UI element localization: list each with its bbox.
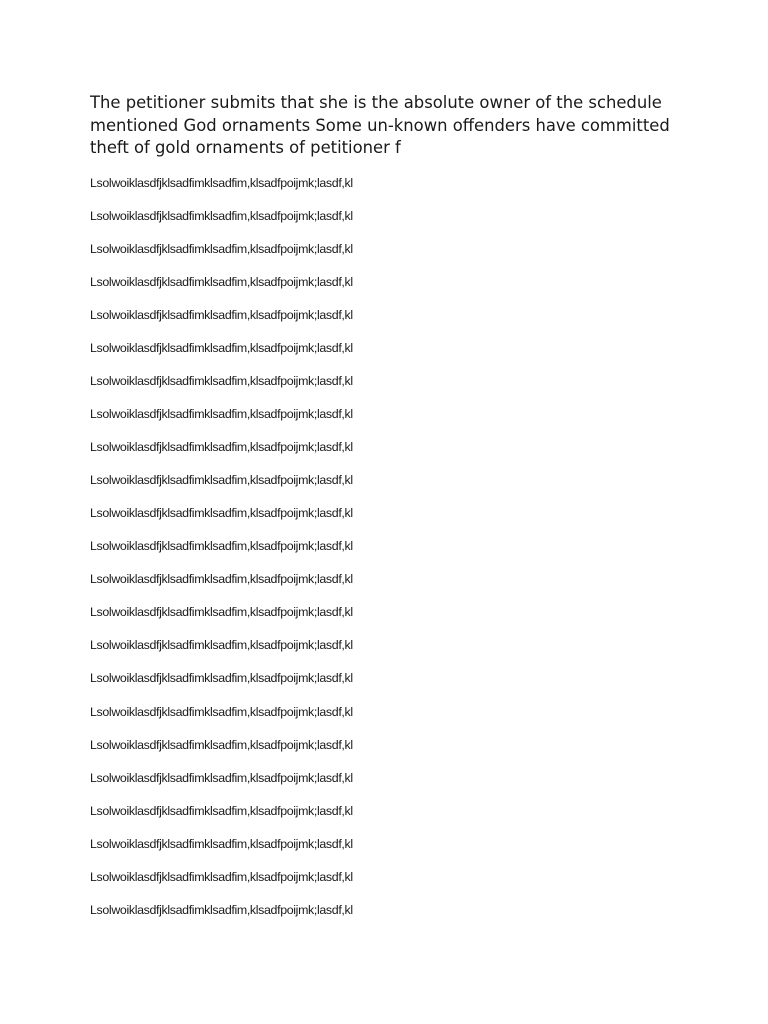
text-line: Lsolwoiklasdfjklsadfimklsadfim,klsadfpoijmk;lasdf,kl (90, 836, 353, 851)
text-line: Lsolwoiklasdfjklsadfimklsadfim,klsadfpoijmk;lasdf,kl (90, 539, 353, 554)
text-line: Lsolwoiklasdfjklsadfimklsadfim,klsadfpoijmk;lasdf,kl (90, 869, 353, 884)
text-line: Lsolwoiklasdfjklsadfimklsadfim,klsadfpoijmk;lasdf,kl (90, 671, 353, 686)
text-line: Lsolwoiklasdfjklsadfimklsadfim,klsadfpoijmk;lasdf,kl (90, 473, 353, 488)
text-line: Lsolwoiklasdfjklsadfimklsadfim,klsadfpoijmk;lasdf,kl (90, 242, 353, 257)
text-line: Lsolwoiklasdfjklsadfimklsadfim,klsadfpoijmk;lasdf,kl (90, 704, 353, 719)
text-line: Lsolwoiklasdfjklsadfimklsadfim,klsadfpoijmk;lasdf,kl (90, 572, 353, 587)
text-line: Lsolwoiklasdfjklsadfimklsadfim,klsadfpoijmk;lasdf,kl (90, 638, 353, 653)
text-line: Lsolwoiklasdfjklsadfimklsadfim,klsadfpoijmk;lasdf,kl (90, 176, 353, 190)
text-line: Lsolwoiklasdfjklsadfimklsadfim,klsadfpoijmk;lasdf,kl (90, 770, 353, 785)
text-line: Lsolwoiklasdfjklsadfimklsadfim,klsadfpoijmk;lasdf,kl (90, 506, 353, 521)
text-line: Lsolwoiklasdfjklsadfimklsadfim,klsadfpoijmk;lasdf,kl (90, 803, 353, 818)
text-line: Lsolwoiklasdfjklsadfimklsadfim,klsadfpoijmk;lasdf,kl (90, 407, 353, 422)
text-line: Lsolwoiklasdfjklsadfimklsadfim,klsadfpoijmk;lasdf,kl (90, 341, 353, 356)
text-line: Lsolwoiklasdfjklsadfimklsadfim,klsadfpoijmk;lasdf,kl (90, 737, 353, 752)
text-lines-list (90, 174, 710, 934)
text-line: Lsolwoiklasdfjklsadfimklsadfim,klsadfpoijmk;lasdf,kl (90, 275, 353, 290)
text-line: Lsolwoiklasdfjklsadfimklsadfim,klsadfpoijmk;lasdf,kl (90, 209, 353, 224)
text-line: Lsolwoiklasdfjklsadfimklsadfim,klsadfpoijmk;lasdf,kl (90, 308, 353, 323)
document-heading-paragraph: The petitioner submits that she is the absolute owner of the schedule mentioned God ornaments Some un-known offenders have committed theft of gold ornaments of petitioner f (90, 93, 670, 157)
text-line: Lsolwoiklasdfjklsadfimklsadfim,klsadfpoijmk;lasdf,kl (90, 902, 353, 917)
text-line: Lsolwoiklasdfjklsadfimklsadfim,klsadfpoijmk;lasdf,kl (90, 440, 353, 455)
text-line: Lsolwoiklasdfjklsadfimklsadfim,klsadfpoijmk;lasdf,kl (90, 374, 353, 389)
text-line: Lsolwoiklasdfjklsadfimklsadfim,klsadfpoijmk;lasdf,kl (90, 605, 353, 620)
